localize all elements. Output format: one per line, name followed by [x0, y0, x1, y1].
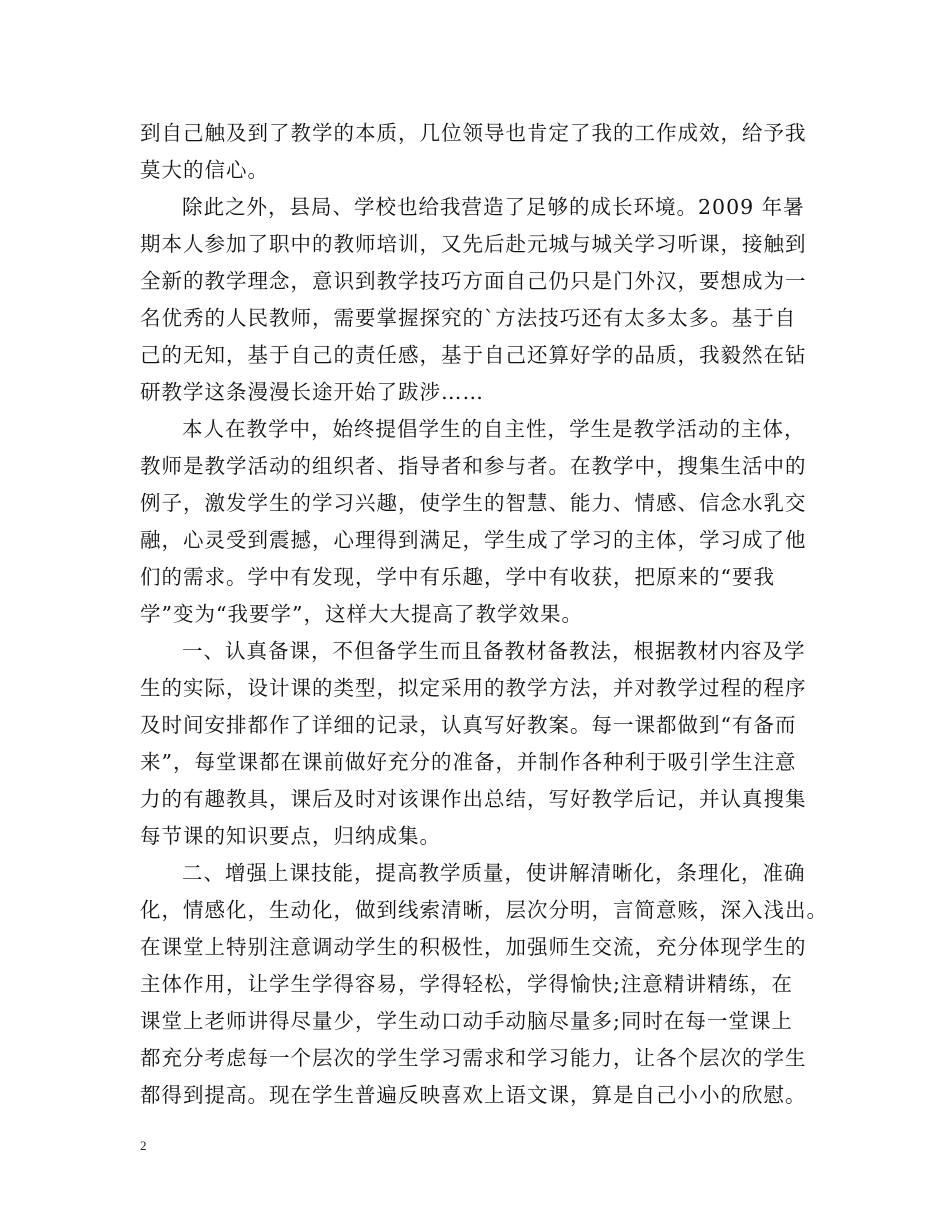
text-line: 都得到提高。现在学生普遍反映喜欢上语文课，算是自己小小的欣慰。 — [140, 1083, 807, 1107]
text-line: 每节课的知识要点，归纳成集。 — [140, 824, 441, 848]
text-line: 己的无知，基于自己的责任感，基于自己还算好学的品质，我毅然在钻 — [140, 343, 807, 367]
text-line: 课堂上老师讲得尽量少，学生动口动手动脑尽量多;同时在每一堂课上 — [140, 1009, 793, 1033]
text-line: 到自己触及到了教学的本质，几位领导也肯定了我的工作成效，给予我 — [140, 121, 807, 145]
text-line: 研教学这条漫漫长途开始了跋涉…… — [140, 380, 484, 404]
text-line: 生的实际，设计课的类型，拟定采用的教学方法，并对教学过程的程序 — [140, 676, 807, 700]
paragraph-first-line: 一、认真备课，不但备学生而且备教材备教法，根据教材内容及学 — [182, 639, 806, 663]
text-line: 名优秀的人民教师，需要掌握探究的`方法技巧还有太多太多。基于自 — [140, 306, 797, 330]
paragraph-first-line: 除此之外，县局、学校也给我营造了足够的成长环境。2009 年暑 — [182, 195, 805, 219]
text-line: 化，情感化，生动化，做到线索清晰，层次分明，言简意赅，深入浅出。 — [140, 898, 828, 922]
text-line: 期本人参加了职中的教师培训，又先后赴元城与城关学习听课，接触到 — [140, 232, 807, 256]
paragraph-first-line: 二、增强上课技能，提高教学质量，使讲解清晰化，条理化，准确 — [182, 861, 806, 885]
text-line: 都充分考虑每一个层次的学生学习需求和学习能力，让各个层次的学生 — [140, 1046, 807, 1070]
page-number: 2 — [140, 1138, 147, 1153]
text-line: 及时间安排都作了详细的记录，认真写好教案。每一课都做到“有备而 — [140, 713, 797, 737]
text-line: 们的需求。学中有发现，学中有乐趣，学中有收获，把原来的“要我 — [140, 565, 775, 589]
text-line: 融，心灵受到震撼，心理得到满足，学生成了学习的主体，学习成了他 — [140, 528, 807, 552]
text-line: 教师是教学活动的组织者、指导者和参与者。在教学中，搜集生活中的 — [140, 454, 807, 478]
paragraph-first-line: 本人在教学中，始终提倡学生的自主性，学生是教学活动的主体， — [182, 417, 806, 441]
text-line: 来”，每堂课都在课前做好充分的准备，并制作各种利于吸引学生注意 — [140, 750, 797, 774]
text-line: 力的有趣教具，课后及时对该课作出总结，写好教学后记，并认真搜集 — [140, 787, 807, 811]
text-line: 在课堂上特别注意调动学生的积极性，加强师生交流，充分体现学生的 — [140, 935, 807, 959]
text-line: 例子，激发学生的学习兴趣，使学生的智慧、能力、情感、信念水乳交 — [140, 491, 807, 515]
text-line: 主体作用，让学生学得容易，学得轻松，学得愉快;注意精讲精练，在 — [140, 972, 793, 996]
text-line: 全新的教学理念，意识到教学技巧方面自己仍只是门外汉，要想成为一 — [140, 269, 807, 293]
text-line: 莫大的信心。 — [140, 158, 269, 182]
text-line: 学”变为“我要学”，这样大大提高了教学效果。 — [140, 602, 583, 626]
